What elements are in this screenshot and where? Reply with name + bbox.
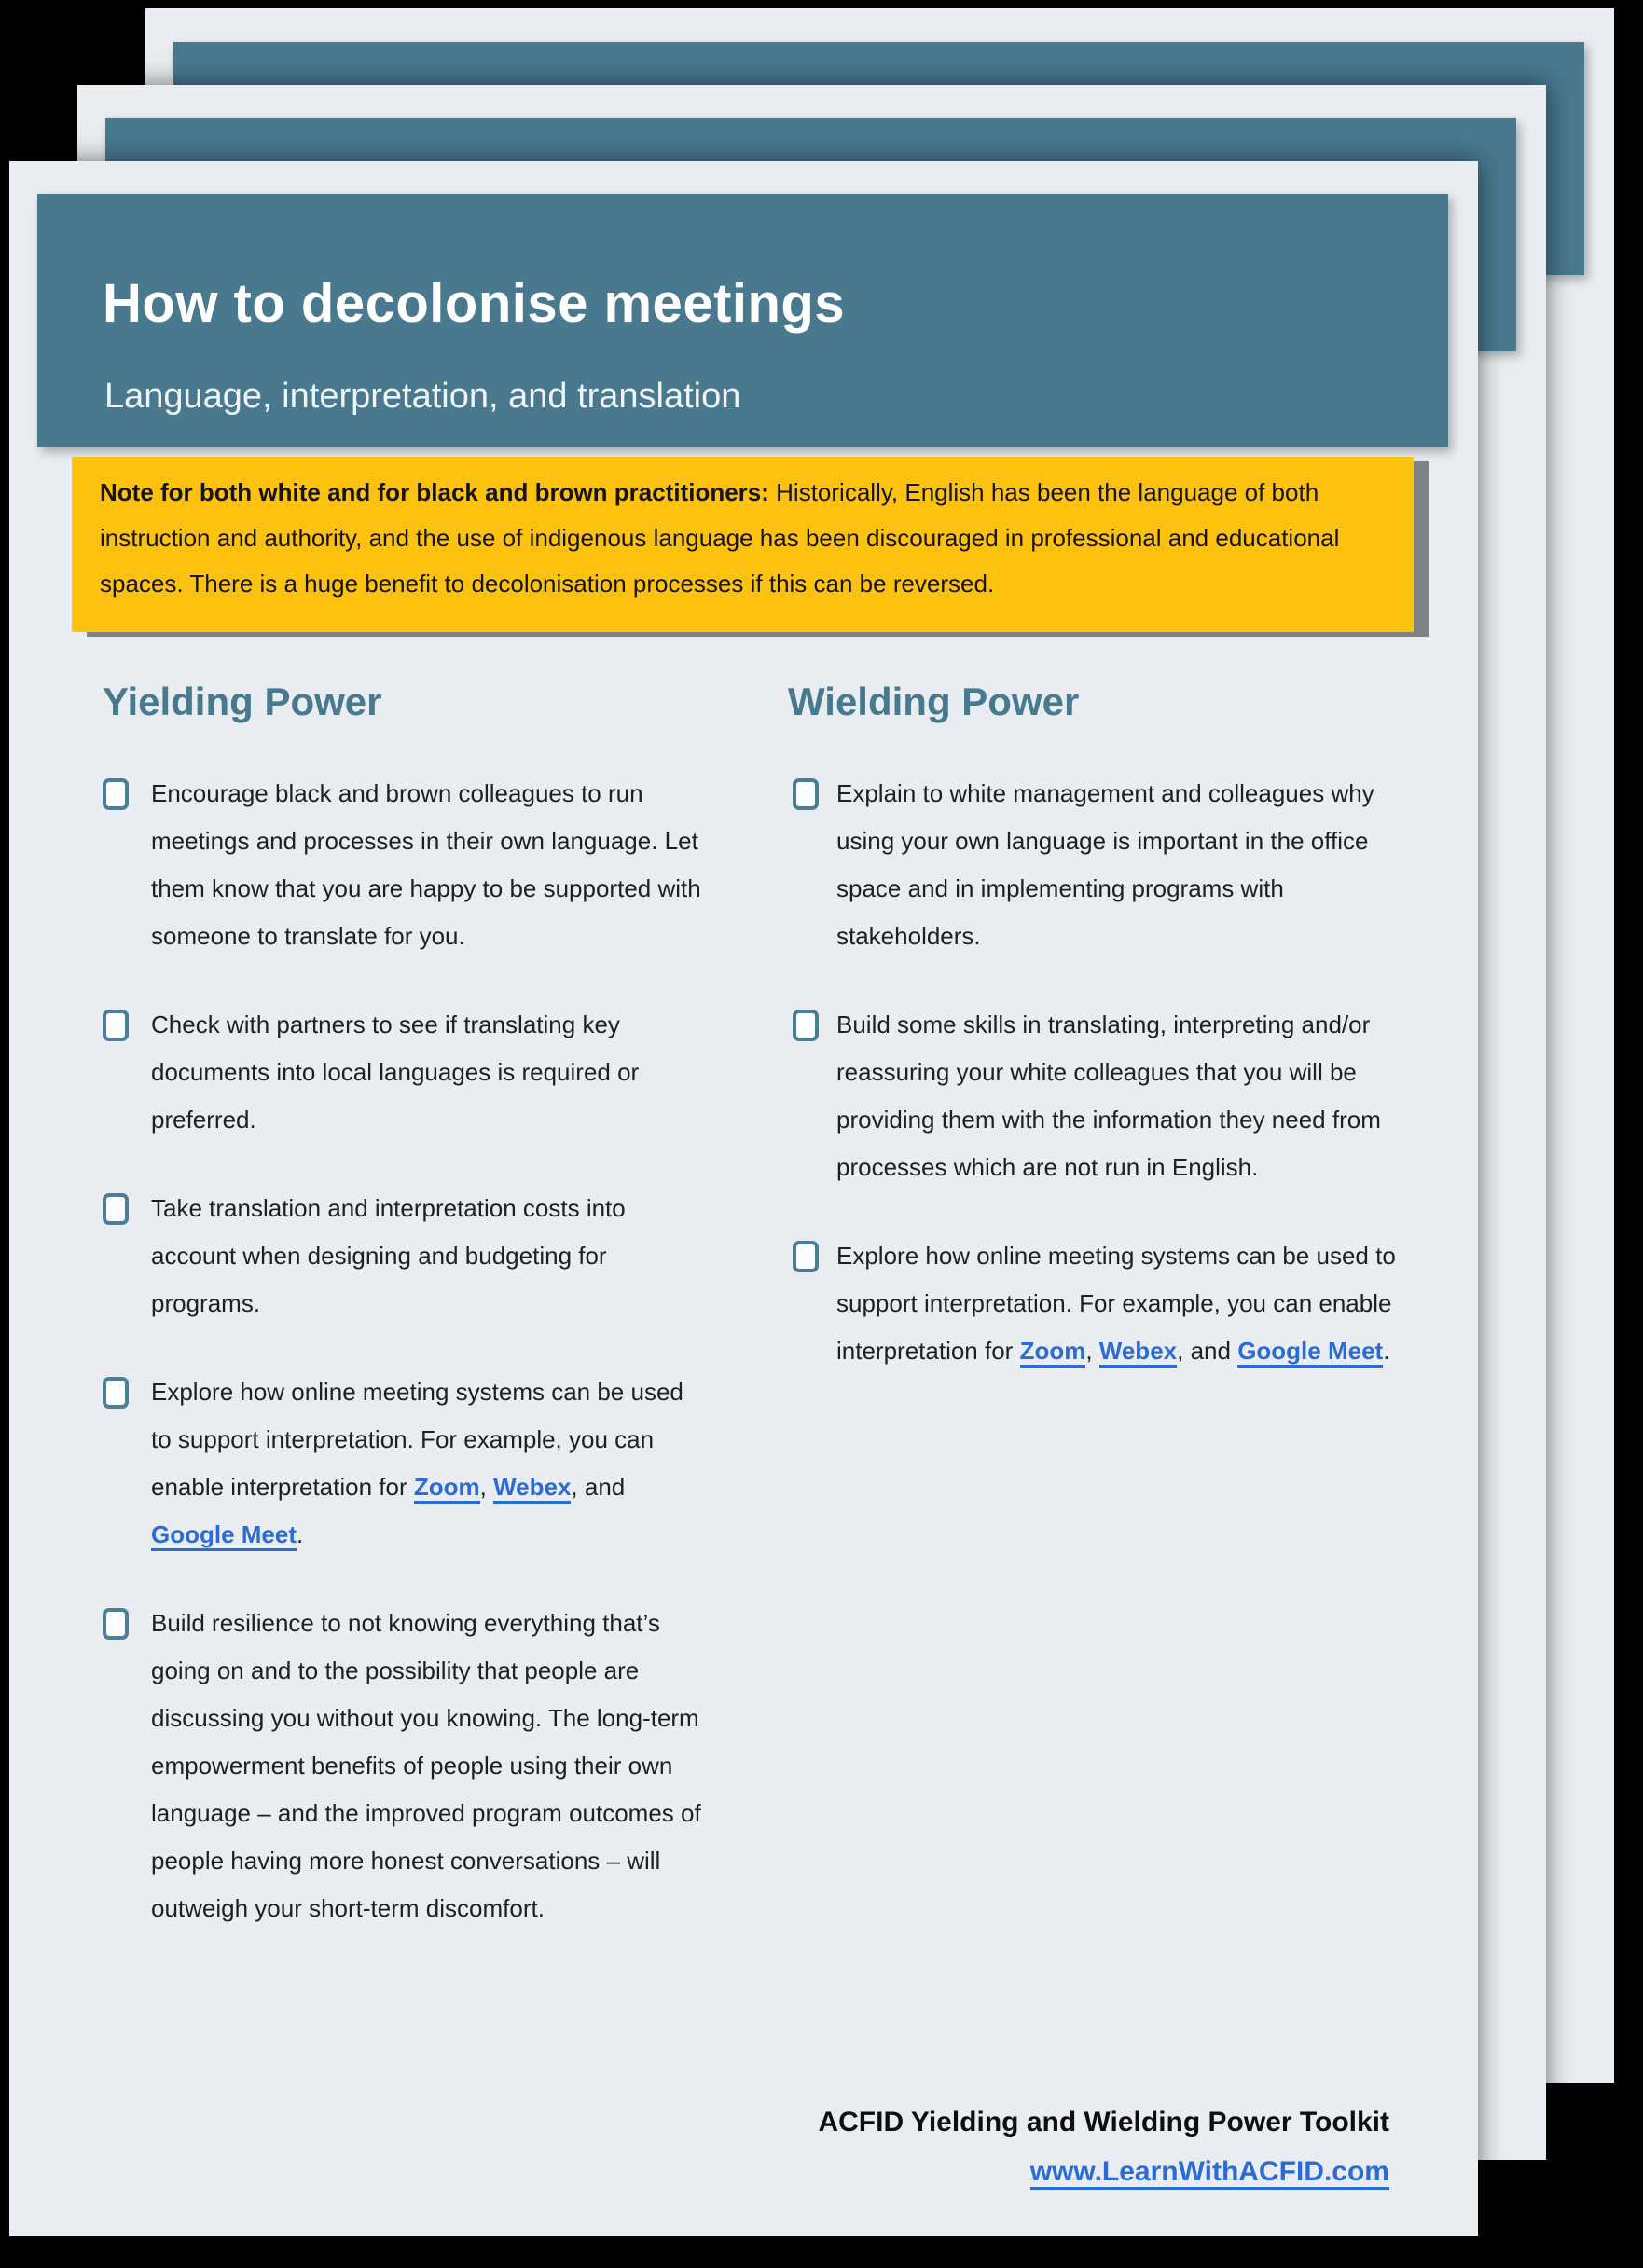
checkbox-icon[interactable]: [103, 1010, 129, 1041]
checklist-text-segment: .: [297, 1520, 304, 1548]
checklist-item: [793, 1232, 1403, 1375]
page-title: How to decolonise meetings: [103, 273, 846, 334]
checklist-item-text: [151, 770, 707, 960]
checklist-item: [103, 1368, 707, 1559]
column-yielding: [103, 770, 707, 1973]
inline-link[interactable]: Zoom: [1020, 1337, 1086, 1368]
checklist-item-text: [151, 1600, 707, 1932]
checklist-text-segment: Explore how online meeting systems can be used to support interpretation. For example, you can enable interpretation for: [151, 1378, 683, 1501]
note-body-text: Historically, English has been the language of both instruction and authority, and the use of indigenous language has been discouraged in professional and educational spaces. There is a huge benefit to decolonisation processes if this can be reversed.: [100, 478, 1340, 598]
front-page: [9, 161, 1478, 2236]
wielding-power-heading: Wielding Power: [788, 680, 1080, 723]
checklist-item-text: [151, 1001, 707, 1144]
note-lead-text: Note for both white and for black and brown practitioners:: [100, 478, 769, 506]
note-callout: [72, 457, 1414, 632]
inline-link[interactable]: Google Meet: [1237, 1337, 1383, 1368]
checklist-item: [103, 1185, 707, 1327]
checkbox-icon[interactable]: [103, 1608, 129, 1640]
checklist-item-text: [151, 1185, 707, 1327]
checklist-text-segment: , and: [1177, 1337, 1238, 1365]
footer-website-link[interactable]: www.LearnWithACFID.com: [1030, 2156, 1389, 2190]
checklist-item: [793, 1001, 1403, 1191]
inline-link[interactable]: Google Meet: [151, 1520, 297, 1551]
inline-link[interactable]: Zoom: [414, 1473, 480, 1504]
checklist-text-segment: Take translation and interpretation costs into account when designing and budgeting for programs.: [151, 1194, 626, 1317]
column-wielding: [793, 770, 1403, 1416]
checklist-text-segment: ,: [1085, 1337, 1099, 1365]
checklist-text-segment: Encourage black and brown colleagues to run meetings and processes in their own language. Let them know that you are happy to be supported with someone to translate for you.: [151, 779, 701, 950]
title-banner: [37, 194, 1448, 447]
checklist-item: [103, 1001, 707, 1144]
checkbox-icon[interactable]: [103, 1377, 129, 1409]
checklist-text-segment: Explore how online meeting systems can be used to support interpretation. For example, you can enable interpretation for: [836, 1242, 1396, 1365]
checklist-text-segment: ,: [479, 1473, 494, 1501]
footer: [818, 2097, 1389, 2196]
checklist-item: [103, 770, 707, 960]
page-subtitle: Language, interpretation, and translation: [104, 377, 741, 416]
checklist-text-segment: .: [1383, 1337, 1390, 1365]
checklist-item: [103, 1600, 707, 1932]
checklist-item-text: [836, 1001, 1403, 1191]
yielding-power-heading: Yielding Power: [103, 680, 382, 723]
inline-link[interactable]: Webex: [1099, 1337, 1177, 1368]
checklist-text-segment: Build resilience to not knowing everything that’s going on and to the possibility that people are discussing you without you knowing. The long-term empowerment benefits of people using their own language – and the improved program outcomes of people having more honest conversations – will outweigh your short-term discomfort.: [151, 1609, 701, 1922]
checkbox-icon[interactable]: [793, 1241, 819, 1272]
checkbox-icon[interactable]: [103, 1193, 129, 1225]
checklist-item-text: [836, 770, 1403, 960]
checkbox-icon[interactable]: [793, 1010, 819, 1041]
checklist-item: [793, 770, 1403, 960]
checkbox-icon[interactable]: [103, 778, 129, 810]
checklist-item-text: [836, 1232, 1403, 1375]
checklist-text-segment: Build some skills in translating, interpreting and/or reassuring your white colleagues that you will be providing them with the information they need from processes which are not run in English.: [836, 1010, 1381, 1181]
checklist-text-segment: Check with partners to see if translating key documents into local languages is required or preferred.: [151, 1010, 640, 1134]
checkbox-icon[interactable]: [793, 778, 819, 810]
checklist-text-segment: Explain to white management and colleagues why using your own language is important in the office space and in implementing programs with stakeholders.: [836, 779, 1374, 950]
checklist-item-text: [151, 1368, 707, 1559]
inline-link[interactable]: Webex: [493, 1473, 571, 1504]
checklist-text-segment: , and: [571, 1473, 626, 1501]
footer-toolkit-text: ACFID Yielding and Wielding Power Toolkit: [818, 2107, 1389, 2137]
